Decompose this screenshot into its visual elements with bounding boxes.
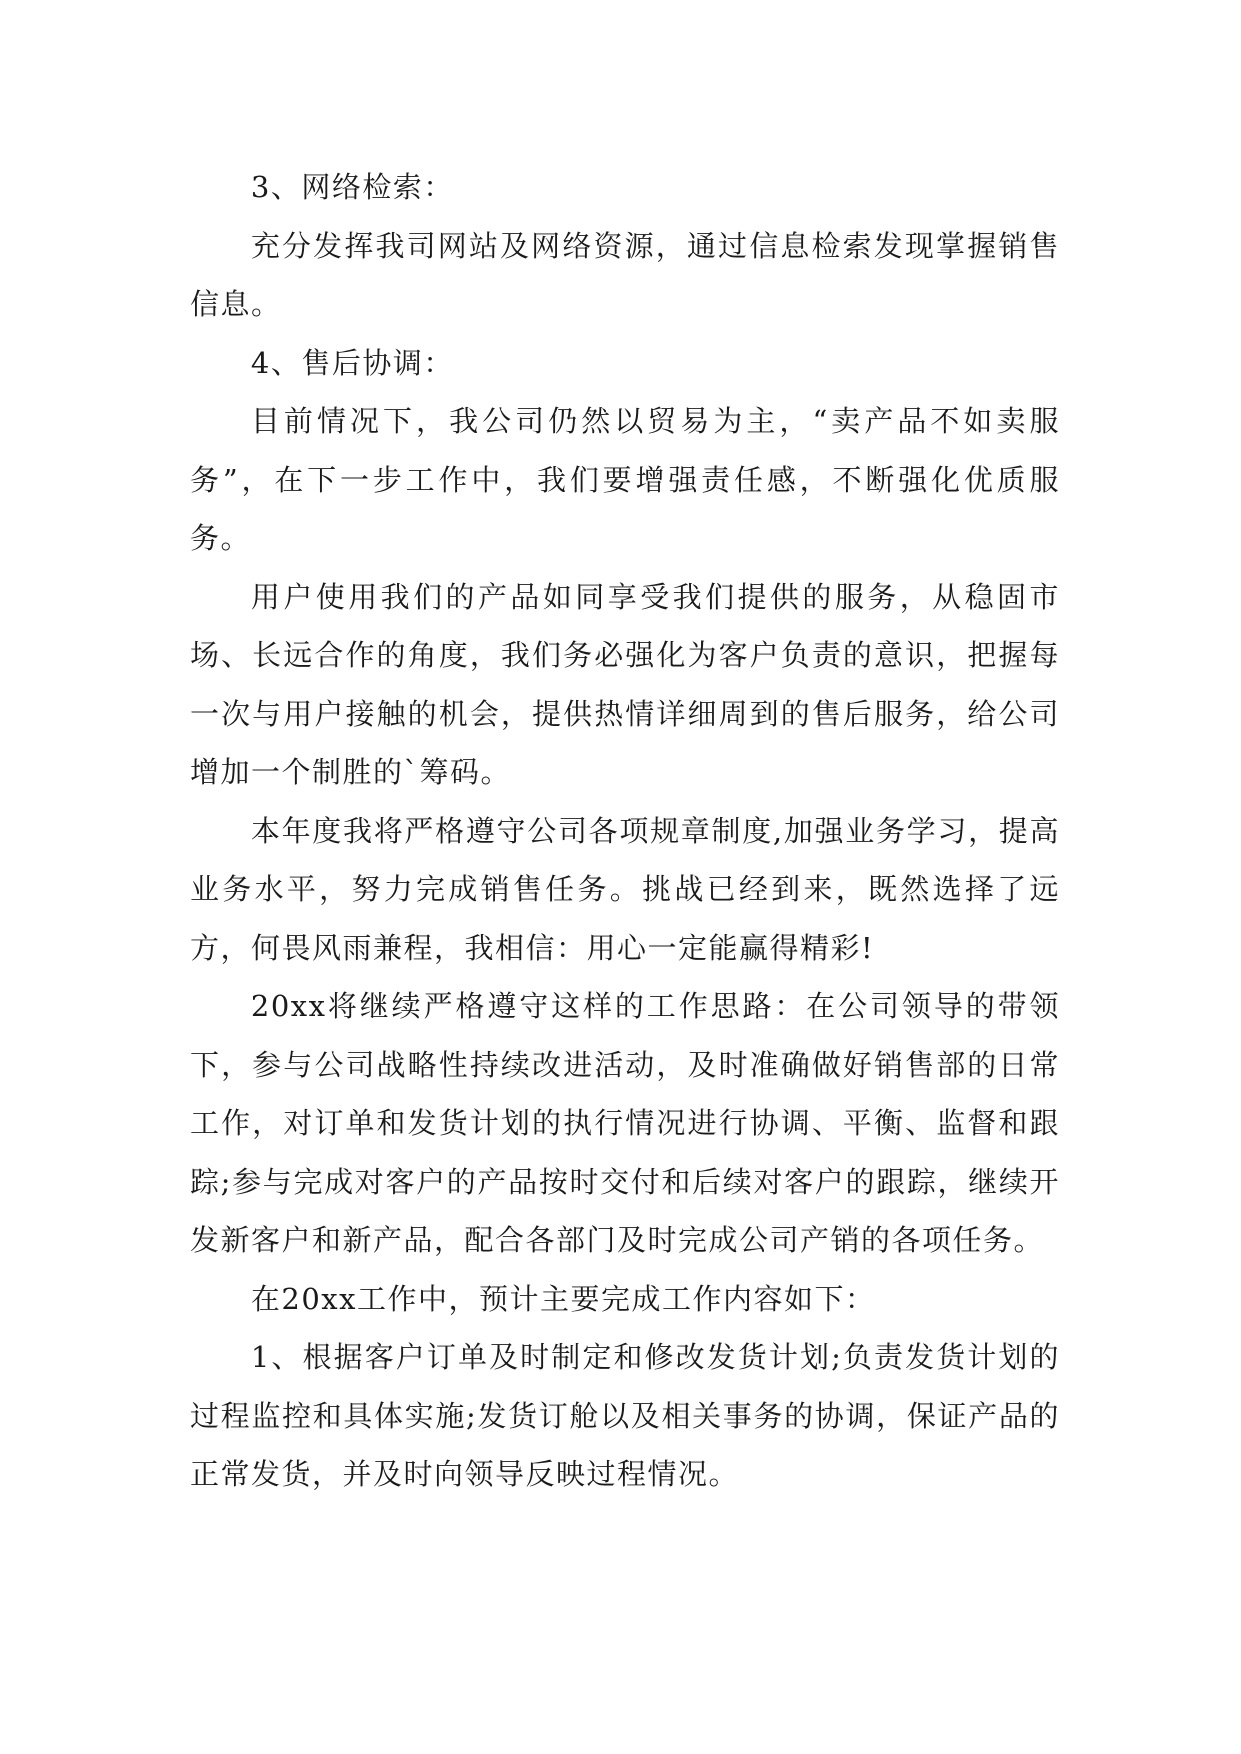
- paragraph-after-sales-service: 目前情况下，我公司仍然以贸易为主，“卖产品不如卖服务”，在下一步工作中，我们要增强责任感，不断强化优质服务。: [190, 404, 1060, 555]
- paragraph-plan-item-1: 1、根据客户订单及时制定和修改发货计划;负责发货计划的过程监控和具体实施;发货订舱以及相关事务的协调，保证产品的正常发货，并及时向领导反映过程情况。: [190, 1340, 1060, 1491]
- paragraph-work-approach: 20xx将继续严格遵守这样的工作思路：在公司领导的带领下，参与公司战略性持续改进活动，及时准确做好销售部的日常工作，对订单和发货计划的执行情况进行协调、平衡、监督和跟踪;参与完成对客户的产品按时交付和后续对客户的跟踪，继续开发新客户和新产品，配合各部门及时完成公司产销的各项任务。: [190, 989, 1060, 1257]
- paragraph-customer-responsibility: 用户使用我们的产品如同享受我们提供的服务，从稳固市场、长远合作的角度，我们务必强化为客户负责的意识，把握每一次与用户接触的机会，提供热情详细周到的售后服务，给公司增加一个制胜的`筹码。: [190, 579, 1060, 789]
- heading-after-sales: 4、售后协调：: [250, 345, 454, 380]
- paragraph-planned-work-intro: 在20xx工作中，预计主要完成工作内容如下：: [250, 1281, 876, 1316]
- heading-network-search: 3、网络检索：: [250, 170, 454, 204]
- paragraph-network-search: 充分发挥我司网站及网络资源，通过信息检索发现掌握销售信息。: [190, 228, 1060, 321]
- paragraph-annual-commitment: 本年度我将严格遵守公司各项规章制度,加强业务学习，提高业务水平，努力完成销售任务。挑战已经到来，既然选择了远方，何畏风雨兼程，我相信：用心一定能赢得精彩!: [190, 813, 1060, 965]
- document-body: [190, 158, 1060, 1504]
